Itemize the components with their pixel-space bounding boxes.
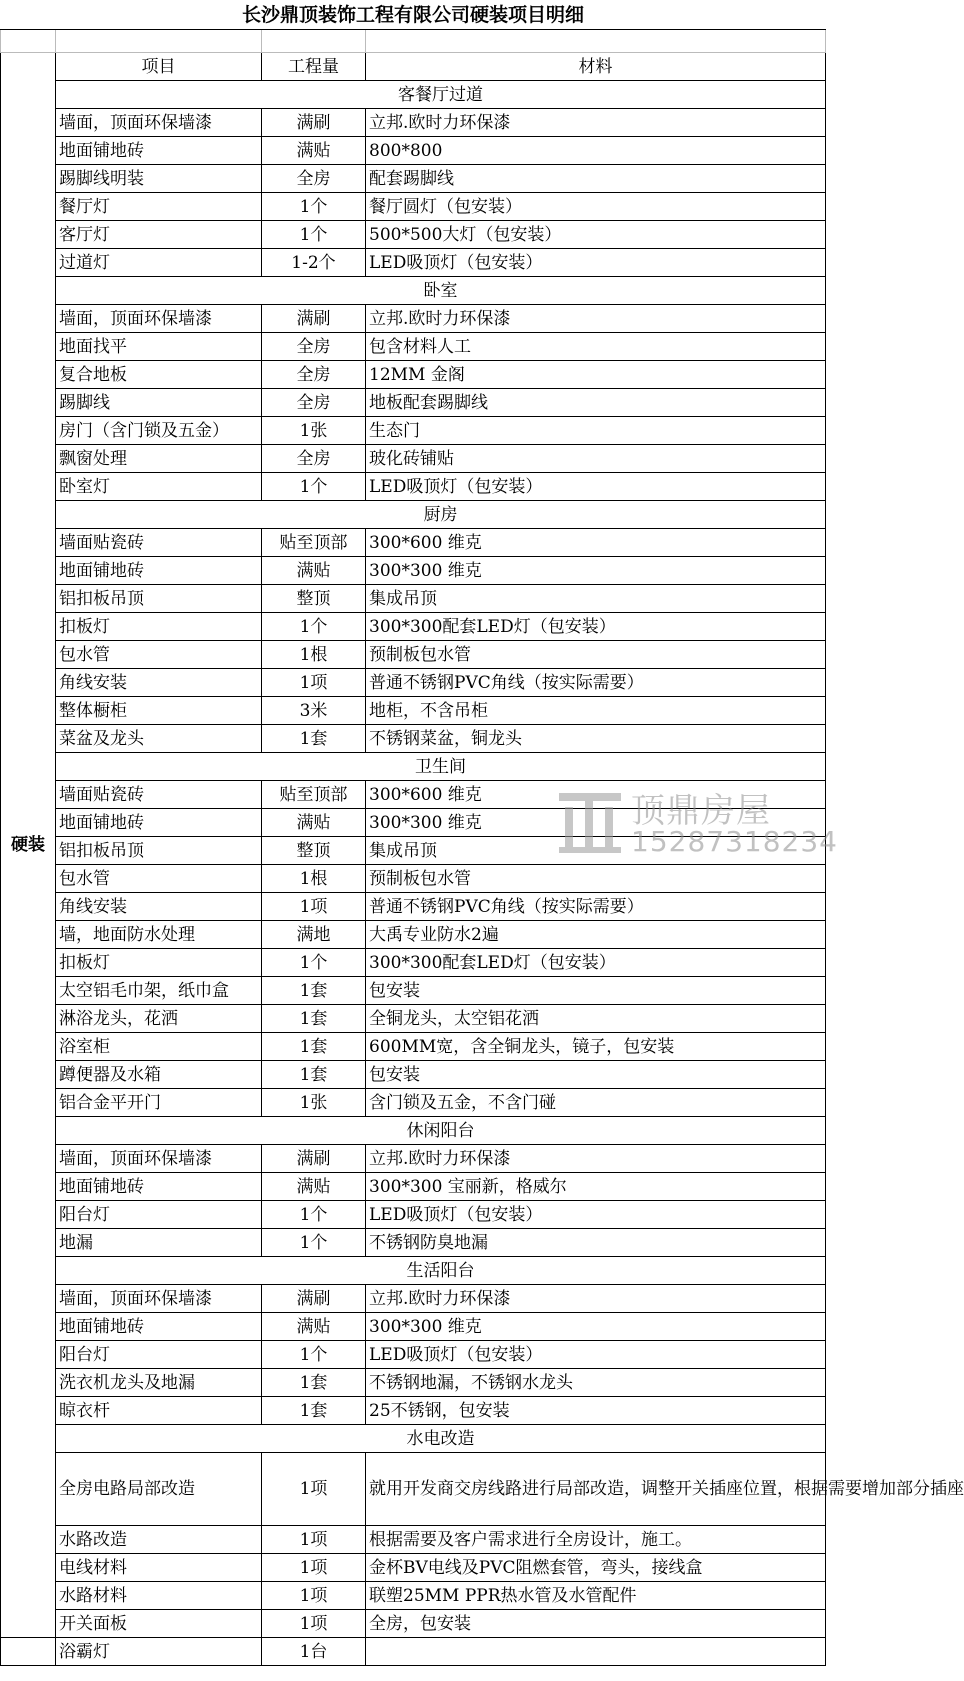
qty-cell: 满刷 xyxy=(262,1145,366,1173)
title-row xyxy=(1,0,826,30)
item-cell: 晾衣杆 xyxy=(56,1397,262,1425)
material-cell: 立邦.欧时力环保漆 xyxy=(366,305,826,333)
item-cell: 铝扣板吊顶 xyxy=(56,585,262,613)
qty-cell: 1项 xyxy=(262,1610,366,1638)
table-row xyxy=(1,1582,826,1610)
qty-cell: 1项 xyxy=(262,1554,366,1582)
material-cell: 就用开发商交房线路进行局部改造，调整开关插座位置，根据需要增加部分插座 xyxy=(366,1453,826,1526)
material-cell: 300*300配套LED灯（包安装） xyxy=(366,949,826,977)
table-row xyxy=(1,1173,826,1201)
item-cell: 角线安装 xyxy=(56,893,262,921)
material-cell: 300*300 宝丽新，格威尔 xyxy=(366,1173,826,1201)
material-cell: LED吸顶灯（包安装） xyxy=(366,1341,826,1369)
table-row xyxy=(1,473,826,501)
section-title: 卧室 xyxy=(56,277,826,305)
item-cell: 墙面，顶面环保墙漆 xyxy=(56,1285,262,1313)
material-cell: 600MM宽，含全铜龙头，镜子，包安装 xyxy=(366,1033,826,1061)
material-cell: LED吸顶灯（包安装） xyxy=(366,473,826,501)
item-cell: 开关面板 xyxy=(56,1610,262,1638)
material-cell: 普通不锈钢PVC角线（按实际需要） xyxy=(366,669,826,697)
item-cell: 墙面贴瓷砖 xyxy=(56,529,262,557)
qty-cell: 1个 xyxy=(262,473,366,501)
qty-cell: 满刷 xyxy=(262,109,366,137)
item-cell: 踢脚线明装 xyxy=(56,165,262,193)
item-cell: 扣板灯 xyxy=(56,613,262,641)
table-row xyxy=(1,893,826,921)
material-cell: 25不锈钢，包安装 xyxy=(366,1397,826,1425)
material-cell: 立邦.欧时力环保漆 xyxy=(366,1145,826,1173)
header-item: 项目 xyxy=(56,53,262,81)
material-cell: 联塑25MM PPR热水管及水管配件 xyxy=(366,1582,826,1610)
watermark-brand: 顶鼎房屋 xyxy=(631,791,771,831)
section-title: 厨房 xyxy=(56,501,826,529)
material-cell: 生态门 xyxy=(366,417,826,445)
table-row xyxy=(1,529,826,557)
header-row xyxy=(1,53,826,81)
qty-cell: 1套 xyxy=(262,1005,366,1033)
table-row xyxy=(1,1033,826,1061)
table-row xyxy=(1,109,826,137)
table-row xyxy=(1,837,826,865)
item-cell: 墙面，顶面环保墙漆 xyxy=(56,1145,262,1173)
qty-cell: 1-2个 xyxy=(262,249,366,277)
material-cell: 普通不锈钢PVC角线（按实际需要） xyxy=(366,893,826,921)
table-row xyxy=(1,1397,826,1425)
item-cell: 水路改造 xyxy=(56,1526,262,1554)
qty-cell: 全房 xyxy=(262,361,366,389)
qty-cell: 1个 xyxy=(262,949,366,977)
item-cell: 墙面，顶面环保墙漆 xyxy=(56,305,262,333)
table-row xyxy=(1,697,826,725)
item-cell: 地面找平 xyxy=(56,333,262,361)
material-cell: 包安装 xyxy=(366,1061,826,1089)
watermark-phone: 15287318234 xyxy=(631,825,838,858)
qty-cell: 1个 xyxy=(262,1201,366,1229)
material-cell: 玻化砖铺贴 xyxy=(366,445,826,473)
item-cell: 角线安装 xyxy=(56,669,262,697)
qty-cell: 1套 xyxy=(262,1061,366,1089)
item-cell: 铝合金平开门 xyxy=(56,1089,262,1117)
qty-cell: 1项 xyxy=(262,893,366,921)
material-cell: 500*500大灯（包安装） xyxy=(366,221,826,249)
material-cell: 预制板包水管 xyxy=(366,641,826,669)
table-row xyxy=(1,193,826,221)
qty-cell: 整顶 xyxy=(262,585,366,613)
table-row xyxy=(1,921,826,949)
material-cell: 餐厅圆灯（包安装） xyxy=(366,193,826,221)
table-row xyxy=(1,1554,826,1582)
qty-cell: 全房 xyxy=(262,445,366,473)
section-row xyxy=(1,1117,826,1145)
material-cell xyxy=(366,1638,826,1666)
item-cell: 复合地板 xyxy=(56,361,262,389)
item-cell: 包水管 xyxy=(56,865,262,893)
item-cell: 墙面贴瓷砖 xyxy=(56,781,262,809)
section-title: 水电改造 xyxy=(56,1425,826,1453)
item-cell: 墙，地面防水处理 xyxy=(56,921,262,949)
table-row xyxy=(1,389,826,417)
item-cell: 水路材料 xyxy=(56,1582,262,1610)
table-row xyxy=(1,781,826,809)
table-row xyxy=(1,1285,826,1313)
qty-cell: 1套 xyxy=(262,977,366,1005)
section-title: 客餐厅过道 xyxy=(56,81,826,109)
qty-cell: 1根 xyxy=(262,865,366,893)
material-cell: 800*800 xyxy=(366,137,826,165)
qty-cell: 1套 xyxy=(262,1033,366,1061)
qty-cell: 满贴 xyxy=(262,137,366,165)
qty-cell: 满刷 xyxy=(262,305,366,333)
item-cell: 客厅灯 xyxy=(56,221,262,249)
qty-cell: 1项 xyxy=(262,1582,366,1610)
item-cell: 包水管 xyxy=(56,641,262,669)
qty-cell: 整顶 xyxy=(262,837,366,865)
item-cell: 地面铺地砖 xyxy=(56,809,262,837)
item-cell: 地面铺地砖 xyxy=(56,1313,262,1341)
table-row xyxy=(1,1341,826,1369)
table-row xyxy=(1,865,826,893)
item-cell: 墙面，顶面环保墙漆 xyxy=(56,109,262,137)
item-cell: 淋浴龙头，花洒 xyxy=(56,1005,262,1033)
qty-cell: 1项 xyxy=(262,1526,366,1554)
section-row xyxy=(1,1425,826,1453)
qty-cell: 1个 xyxy=(262,1229,366,1257)
qty-cell: 全房 xyxy=(262,389,366,417)
item-cell: 阳台灯 xyxy=(56,1201,262,1229)
section-row xyxy=(1,753,826,781)
item-cell: 整体橱柜 xyxy=(56,697,262,725)
table-row xyxy=(1,1145,826,1173)
table-row xyxy=(1,809,826,837)
qty-cell: 满贴 xyxy=(262,1313,366,1341)
section-row xyxy=(1,1257,826,1285)
qty-cell: 贴至顶部 xyxy=(262,529,366,557)
item-cell: 浴室柜 xyxy=(56,1033,262,1061)
table-row xyxy=(1,1313,826,1341)
section-title: 生活阳台 xyxy=(56,1257,826,1285)
item-cell: 阳台灯 xyxy=(56,1341,262,1369)
qty-cell: 1台 xyxy=(262,1638,366,1666)
material-cell: 300*300 维克 xyxy=(366,557,826,585)
material-cell: 立邦.欧时力环保漆 xyxy=(366,109,826,137)
header-material: 材料 xyxy=(366,53,826,81)
section-title: 休闲阳台 xyxy=(56,1117,826,1145)
qty-cell: 1张 xyxy=(262,1089,366,1117)
item-cell: 浴霸灯 xyxy=(56,1638,262,1666)
material-cell: 地板配套踢脚线 xyxy=(366,389,826,417)
material-cell: 预制板包水管 xyxy=(366,865,826,893)
qty-cell: 满贴 xyxy=(262,557,366,585)
item-cell: 地面铺地砖 xyxy=(56,137,262,165)
item-cell: 地面铺地砖 xyxy=(56,1173,262,1201)
item-cell: 地面铺地砖 xyxy=(56,557,262,585)
blank-row xyxy=(1,30,826,53)
material-cell: 300*300配套LED灯（包安装） xyxy=(366,613,826,641)
category-cell: 硬装 xyxy=(1,53,56,1638)
table-row xyxy=(1,1610,826,1638)
qty-cell: 1个 xyxy=(262,1341,366,1369)
material-cell: 12MM 金阁 xyxy=(366,361,826,389)
table-row xyxy=(1,165,826,193)
item-cell: 踢脚线 xyxy=(56,389,262,417)
material-cell: 300*300 维克 xyxy=(366,1313,826,1341)
qty-cell: 满贴 xyxy=(262,1173,366,1201)
material-cell: 不锈钢防臭地漏 xyxy=(366,1229,826,1257)
table-row xyxy=(1,669,826,697)
qty-cell: 贴至顶部 xyxy=(262,781,366,809)
item-cell: 蹲便器及水箱 xyxy=(56,1061,262,1089)
table-row xyxy=(1,949,826,977)
table-row xyxy=(1,1005,826,1033)
category-cell-blank xyxy=(1,1638,56,1666)
item-cell: 菜盆及龙头 xyxy=(56,725,262,753)
header-qty: 工程量 xyxy=(262,53,366,81)
table-row xyxy=(1,137,826,165)
qty-cell: 全房 xyxy=(262,333,366,361)
qty-cell: 1根 xyxy=(262,641,366,669)
section-row xyxy=(1,81,826,109)
table-row xyxy=(1,1453,826,1526)
section-row xyxy=(1,277,826,305)
table-row xyxy=(1,361,826,389)
material-cell: 地柜，不含吊柜 xyxy=(366,697,826,725)
item-cell: 房门（含门锁及五金） xyxy=(56,417,262,445)
material-cell: LED吸顶灯（包安装） xyxy=(366,1201,826,1229)
table-row xyxy=(1,1638,826,1666)
qty-cell: 1项 xyxy=(262,1453,366,1526)
material-cell: 300*600 维克 xyxy=(366,529,826,557)
table-row xyxy=(1,333,826,361)
page-title: 长沙鼎顶装饰工程有限公司硬装项目明细 xyxy=(1,0,826,30)
section-title: 卫生间 xyxy=(56,753,826,781)
table-row xyxy=(1,305,826,333)
material-cell: 300*600 维克 xyxy=(366,781,826,809)
material-cell: 立邦.欧时力环保漆 xyxy=(366,1285,826,1313)
qty-cell: 1项 xyxy=(262,669,366,697)
qty-cell: 满贴 xyxy=(262,809,366,837)
item-cell: 餐厅灯 xyxy=(56,193,262,221)
material-cell: 300*300 维克 xyxy=(366,809,826,837)
qty-cell: 1套 xyxy=(262,725,366,753)
material-cell: 不锈钢地漏，不锈钢水龙头 xyxy=(366,1369,826,1397)
table-row xyxy=(1,221,826,249)
table-row xyxy=(1,1089,826,1117)
item-cell: 太空铝毛巾架，纸巾盒 xyxy=(56,977,262,1005)
item-cell: 电线材料 xyxy=(56,1554,262,1582)
table-row xyxy=(1,977,826,1005)
material-cell: 根据需要及客户需求进行全房设计，施工。 xyxy=(366,1526,826,1554)
item-cell: 扣板灯 xyxy=(56,949,262,977)
material-cell: LED吸顶灯（包安装） xyxy=(366,249,826,277)
qty-cell: 1个 xyxy=(262,193,366,221)
item-cell: 洗衣机龙头及地漏 xyxy=(56,1369,262,1397)
qty-cell: 全房 xyxy=(262,165,366,193)
qty-cell: 1套 xyxy=(262,1369,366,1397)
material-cell: 全房，包安装 xyxy=(366,1610,826,1638)
material-cell: 配套踢脚线 xyxy=(366,165,826,193)
table-row xyxy=(1,613,826,641)
table-row xyxy=(1,445,826,473)
table-row xyxy=(1,1061,826,1089)
material-cell: 集成吊顶 xyxy=(366,837,826,865)
table-row xyxy=(1,1369,826,1397)
material-cell: 包安装 xyxy=(366,977,826,1005)
material-cell: 集成吊顶 xyxy=(366,585,826,613)
qty-cell: 满地 xyxy=(262,921,366,949)
section-row xyxy=(1,501,826,529)
qty-cell: 1张 xyxy=(262,417,366,445)
material-cell: 包含材料人工 xyxy=(366,333,826,361)
qty-cell: 3米 xyxy=(262,697,366,725)
item-cell: 卧室灯 xyxy=(56,473,262,501)
table-row xyxy=(1,1201,826,1229)
material-cell: 不锈钢菜盆，铜龙头 xyxy=(366,725,826,753)
table-row xyxy=(1,249,826,277)
qty-cell: 满刷 xyxy=(262,1285,366,1313)
table-row xyxy=(1,725,826,753)
material-cell: 大禹专业防水2遍 xyxy=(366,921,826,949)
table-row xyxy=(1,1526,826,1554)
qty-cell: 1个 xyxy=(262,221,366,249)
item-cell: 过道灯 xyxy=(56,249,262,277)
material-cell: 金杯BV电线及PVC阻燃套管，弯头，接线盒 xyxy=(366,1554,826,1582)
table-row xyxy=(1,557,826,585)
table-row xyxy=(1,641,826,669)
table-row xyxy=(1,1229,826,1257)
table-row xyxy=(1,585,826,613)
qty-cell: 1套 xyxy=(262,1397,366,1425)
item-cell: 地漏 xyxy=(56,1229,262,1257)
item-cell: 全房电路局部改造 xyxy=(56,1453,262,1526)
item-cell: 飘窗处理 xyxy=(56,445,262,473)
material-cell: 全铜龙头，太空铝花洒 xyxy=(366,1005,826,1033)
qty-cell: 1个 xyxy=(262,613,366,641)
item-cell: 铝扣板吊顶 xyxy=(56,837,262,865)
material-cell: 含门锁及五金，不含门碰 xyxy=(366,1089,826,1117)
table-row xyxy=(1,417,826,445)
